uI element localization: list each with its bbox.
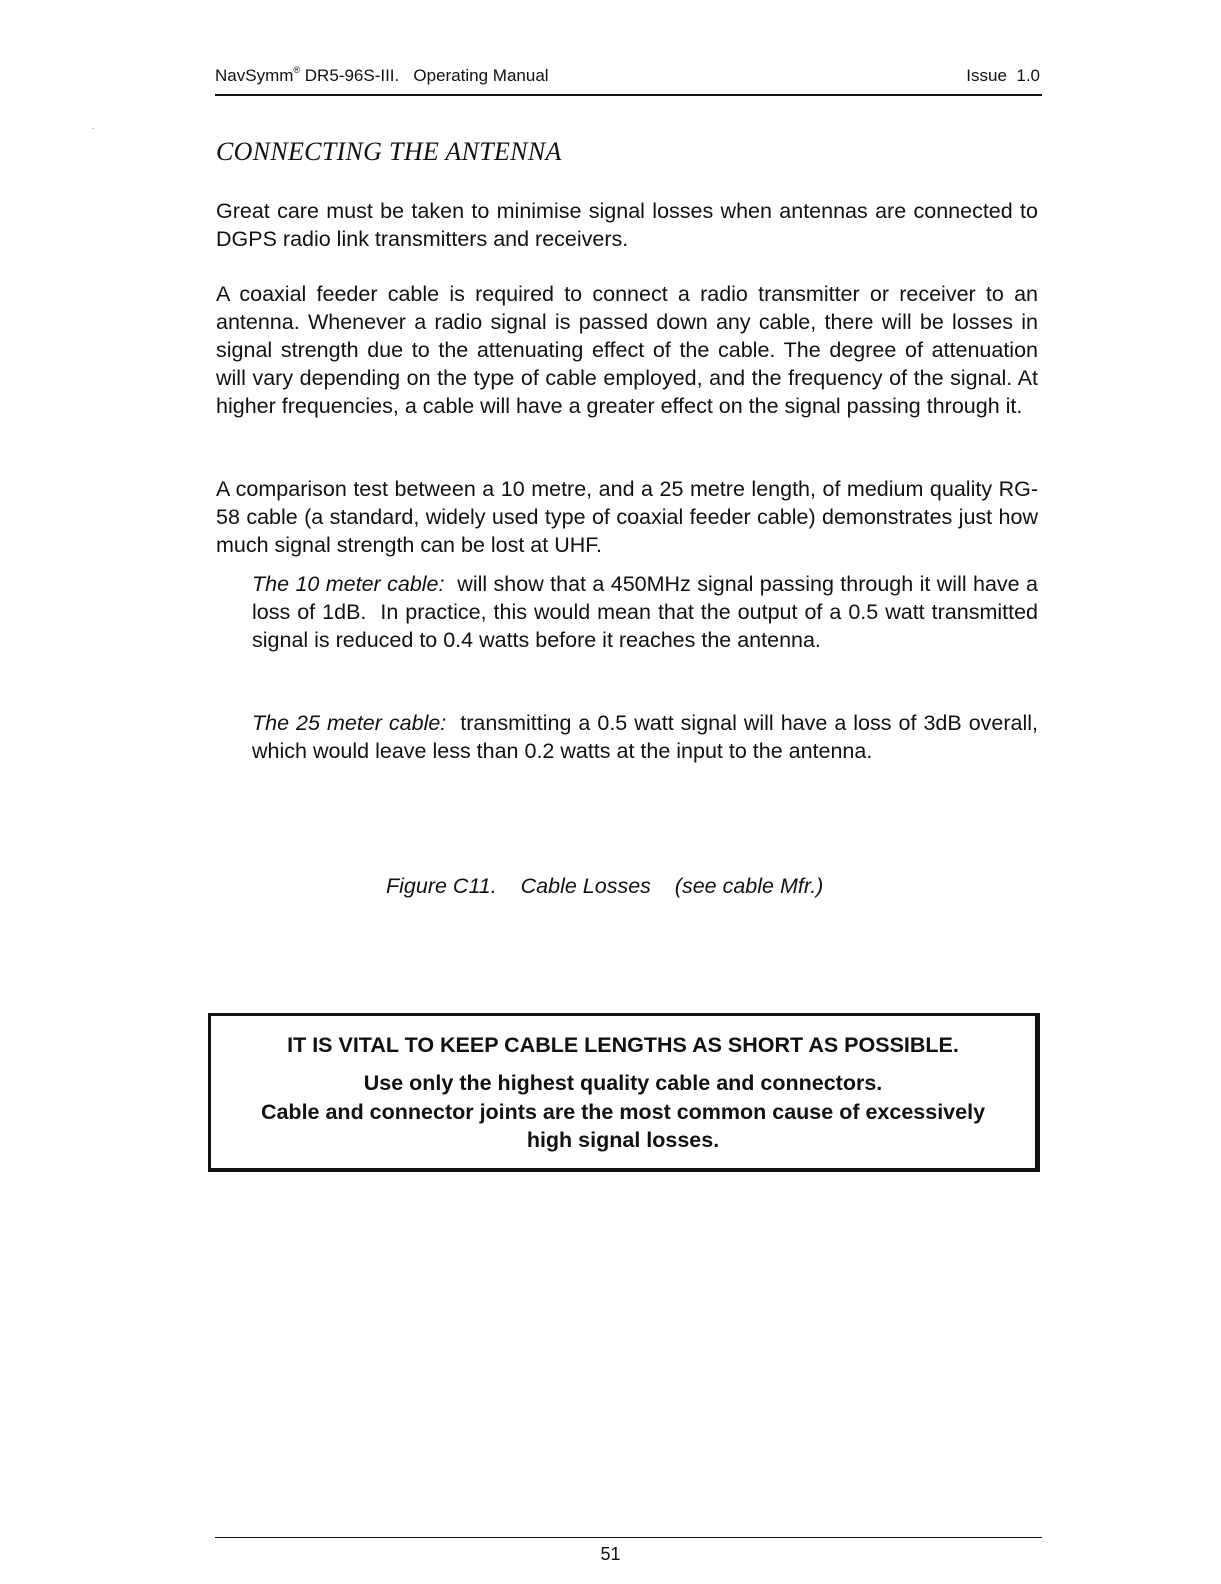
page-number: 51 <box>600 1544 621 1564</box>
scan-speck <box>92 128 94 129</box>
footer-rule <box>215 1537 1042 1538</box>
paragraph-comparison: A comparison test between a 10 metre, and a 25 metre length, of medium quality RG-58 cable (a standard, widely used type of coaxial feeder cable) demonstrates just how much signal strength can be lost at UHF. <box>216 477 1038 557</box>
lead-10m-cable: The 10 meter cable: <box>252 572 445 596</box>
header-title <box>215 66 549 86</box>
paragraph-intro: Great care must be taken to minimise signal losses when antennas are connected to DGPS radio link transmitters and receivers. <box>216 199 1038 251</box>
text-25m-cable: transmitting a 0.5 watt signal will have a loss of 3dB overall, which would leave less than 0.2 watts at the input to the antenna. <box>252 711 1044 763</box>
paragraph-coaxial: A coaxial feeder cable is required to connect a radio transmitter or receiver to an antenna. Whenever a radio signal is passed down any cable, there will be losses in signal strength due to the attenuating effect of the cable. The degree of attenuation will vary depending on the type of cable employed, and the frequency of the signal. At higher frequencies, a cable will have a greater effect on the signal passing through it. <box>216 282 1038 418</box>
warning-box <box>208 1013 1040 1172</box>
figure-caption: Figure C11. Cable Losses (see cable Mfr.) <box>386 874 824 898</box>
lead-25m-cable: The 25 meter cable: <box>252 711 447 735</box>
warning-line-2: Use only the highest quality cable and connectors. <box>363 1071 883 1095</box>
text-10m-cable: will show that a 450MHz signal passing through it will have a loss of 1dB. In practice, this would mean that the output of a 0.5 watt transmitted signal is reduced to 0.4 watts before it reaches the antenna. <box>252 572 1044 652</box>
warning-line-1: IT IS VITAL TO KEEP CABLE LENGTHS AS SHORT AS POSSIBLE. <box>287 1033 959 1057</box>
header-issue: Issue 1.0 <box>966 66 1040 85</box>
header-title-rest: DR5-96S-III. Operating Manual <box>300 66 549 85</box>
header-brand: NavSymm <box>215 66 294 85</box>
registered-mark: ® <box>293 65 301 75</box>
warning-line-3: Cable and connector joints are the most common cause of excessively <box>260 1100 986 1124</box>
page-header <box>215 66 1042 96</box>
paragraph-25m-cable <box>252 709 1044 765</box>
section-title: CONNECTING THE ANTENNA <box>216 137 562 166</box>
warning-line-4: high signal losses. <box>526 1128 720 1152</box>
paragraph-10m-cable <box>252 570 1044 654</box>
